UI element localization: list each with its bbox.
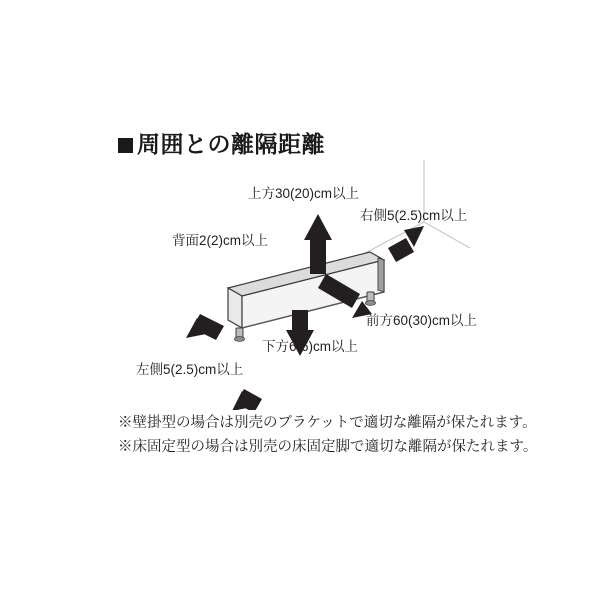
label-back-clearance: 背面2(2)cm以上 xyxy=(172,233,269,248)
notes-block xyxy=(118,412,538,460)
page-title xyxy=(118,126,325,159)
arrow-right-up xyxy=(388,226,424,262)
label-right-clearance: 右側5(2.5)cm以上 xyxy=(360,208,468,223)
label-top-clearance: 上方30(20)cm以上 xyxy=(248,186,360,201)
bullet-square-icon xyxy=(118,138,133,153)
arrow-left xyxy=(186,314,224,340)
label-front-clearance: 前方60(30)cm以上 xyxy=(366,313,478,328)
page-title-text: 周囲との離隔距離 xyxy=(137,131,325,157)
note-line-1: ※壁掛型の場合は別売のブラケットで適切な離隔が保たれます。 xyxy=(118,415,537,431)
label-left-clearance: 左側5(2.5)cm以上 xyxy=(136,362,244,377)
arrow-back xyxy=(232,389,262,410)
note-line-2: ※床固定型の場合は別売の床固定脚で適切な離隔が保たれます。 xyxy=(118,438,538,455)
label-bottom-clearance: 下方6(6)cm以上 xyxy=(262,339,359,354)
